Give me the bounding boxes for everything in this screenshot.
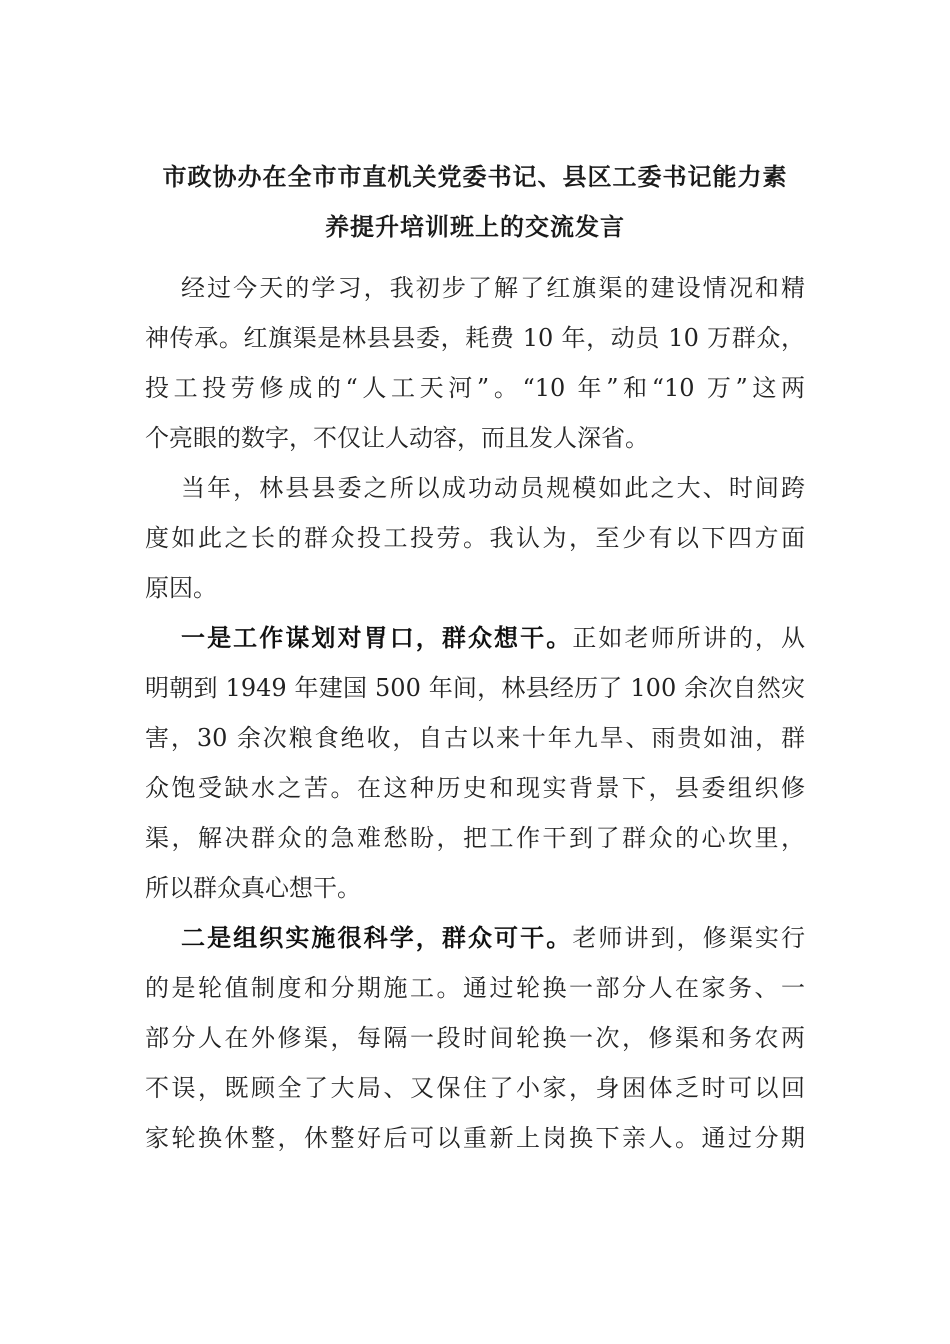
paragraph-4	[145, 913, 805, 1163]
paragraph-line	[145, 913, 805, 963]
paragraph-line: 明朝到 1949 年建国 500 年间，林县经历了 100 余次自然灾	[145, 674, 805, 702]
paragraph-line	[145, 613, 805, 663]
paragraph-line: 渠，解决群众的急难愁盼，把工作干到了群众的心坎里，	[145, 824, 805, 852]
paragraph-line: 个亮眼的数字，不仅让人动容，而且发人深省。	[145, 424, 649, 452]
paragraph-heading: 一是工作谋划对胃口，群众想干。	[181, 623, 573, 652]
paragraph-line: 度如此之长的群众投工投劳。我认为，至少有以下四方面	[145, 524, 805, 552]
title-line-1: 市政协办在全市市直机关党委书记、县区工委书记能力素	[162, 162, 788, 191]
paragraph-line: 害，30 余次粮食绝收，自古以来十年九旱、雨贵如油，群	[145, 724, 805, 752]
paragraph-2	[145, 463, 805, 613]
paragraph-line: 不误，既顾全了大局、又保住了小家，身困体乏时可以回	[145, 1074, 805, 1102]
title-line-2: 养提升培训班上的交流发言	[325, 212, 625, 241]
paragraph-line: 经过今天的学习，我初步了解了红旗渠的建设情况和精	[181, 274, 805, 302]
paragraph-heading: 二是组织实施很科学，群众可干。	[181, 923, 573, 952]
paragraph-line: 当年，林县县委之所以成功动员规模如此之大、时间跨	[181, 474, 805, 502]
paragraph-line: 家轮换休整，休整好后可以重新上岗换下亲人。通过分期	[145, 1124, 805, 1152]
paragraph-line-text: 正如老师所讲的，从	[572, 624, 806, 652]
document-body	[145, 263, 805, 1163]
paragraph-line: 投工投劳修成的“人工天河”。“10 年”和“10 万”这两	[145, 374, 805, 402]
paragraph-1	[145, 263, 805, 463]
paragraph-line: 众饱受缺水之苦。在这种历史和现实背景下，县委组织修	[145, 774, 805, 802]
paragraph-line: 神传承。红旗渠是林县县委，耗费 10 年，动员 10 万群众，	[145, 324, 805, 352]
document-title	[145, 152, 805, 252]
paragraph-line: 的是轮值制度和分期施工。通过轮换一部分人在家务、一	[145, 974, 805, 1002]
paragraph-line: 所以群众真心想干。	[145, 874, 361, 902]
paragraph-line-text: 老师讲到，修渠实行	[572, 924, 806, 952]
paragraph-line: 部分人在外修渠，每隔一段时间轮换一次，修渠和务农两	[145, 1024, 805, 1052]
paragraph-3	[145, 613, 805, 913]
paragraph-line: 原因。	[145, 574, 217, 602]
